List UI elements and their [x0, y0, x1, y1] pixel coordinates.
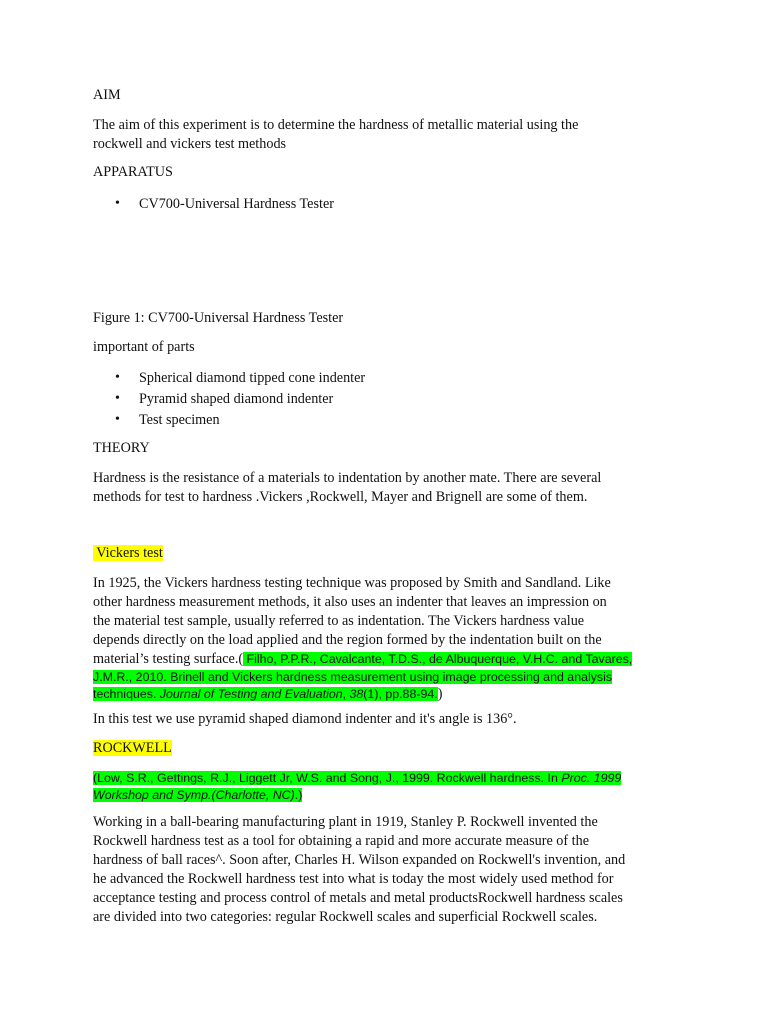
- vickers-citation-line-3: [93, 686, 663, 703]
- vickers-line-4: depends directly on the load applied and the region formed by the indentation built on the: [93, 632, 602, 648]
- list-item: • Pyramid shaped diamond indenter: [93, 389, 365, 410]
- vickers-citation-techniques: techniques.: [93, 687, 160, 701]
- parts-heading: important of parts: [93, 339, 195, 355]
- rockwell-citation-line-2: [93, 787, 663, 804]
- vickers-line-1: In 1925, the Vickers hardness testing technique was proposed by Smith and Sandland. Like: [93, 575, 611, 591]
- rockwell-heading: [93, 740, 172, 757]
- rockwell-citation-part-2: [93, 788, 302, 802]
- rockwell-line-2: Rockwell hardness test as a tool for obtaining a rapid and more accurate measure of the: [93, 833, 589, 849]
- list-item: • Test specimen: [93, 410, 365, 431]
- aim-paragraph: [93, 116, 663, 154]
- rockwell-citation-authors: (Low, S.R., Gettings, R.J., Liggett Jr, W.S. and Song, J., 1999. Rockwell hardness. In: [93, 771, 562, 785]
- theory-paragraph: [93, 469, 663, 507]
- vickers-citation-line-2: [93, 669, 663, 686]
- rockwell-paragraph: [93, 813, 663, 927]
- apparatus-list: [93, 194, 334, 215]
- parts-list: [93, 368, 365, 430]
- vickers-citation-volume: 38: [349, 687, 364, 701]
- vickers-citation-part-2: J.M.R., 2010. Brinell and Vickers hardness measurement using image processing and analysis: [93, 670, 613, 684]
- rockwell-citation-proc: Proc. 1999: [561, 771, 622, 785]
- rockwell-citation-line-1: [93, 770, 663, 787]
- aim-heading: AIM: [93, 87, 121, 103]
- vickers-heading-text: Vickers test: [93, 545, 163, 561]
- vickers-citation-comma: ,: [342, 687, 350, 701]
- vickers-line-5-text: material’s testing surface.(: [93, 651, 244, 667]
- vickers-citation-journal: Journal of Testing and Evaluation: [159, 687, 343, 701]
- theory-line-1: Hardness is the resistance of a materials to indentation by another mate. There are several: [93, 470, 602, 486]
- rockwell-line-3: hardness of ball races^. Soon after, Charles H. Wilson expanded on Rockwell's invention, and: [93, 852, 626, 868]
- apparatus-heading: APPARATUS: [93, 164, 173, 180]
- rockwell-citation-part-1: [93, 771, 621, 785]
- theory-line-2: methods for test to hardness .Vickers ,Rockwell, Mayer and Brignell are some of them.: [93, 489, 588, 505]
- vickers-line-3: the material test sample, usually referred to as indentation. The Vickers hardness value: [93, 613, 585, 629]
- vickers-line-2: other hardness measurement methods, it also uses an indenter that leaves an impression on: [93, 594, 607, 610]
- rockwell-line-5: acceptance testing and process control of metals and metal productsRockwell hardness scales: [93, 890, 623, 906]
- vickers-citation-pages: (1), pp.88-94.: [363, 687, 438, 701]
- rockwell-line-4: he advanced the Rockwell hardness test into what is today the most widely used method for: [93, 871, 614, 887]
- vickers-heading: [93, 545, 163, 562]
- rockwell-heading-text: ROCKWELL: [93, 740, 172, 756]
- aim-line-2: rockwell and vickers test methods: [93, 136, 287, 152]
- rockwell-line-1: Working in a ball-bearing manufacturing plant in 1919, Stanley P. Rockwell invented the: [93, 814, 598, 830]
- aim-line-1: The aim of this experiment is to determine the hardness of metallic material using the: [93, 117, 579, 133]
- rockwell-line-6: are divided into two categories: regular Rockwell scales and superficial Rockwell scales.: [93, 909, 598, 925]
- rockwell-citation-end: .): [294, 788, 303, 802]
- figure-caption: Figure 1: CV700-Universal Hardness Tester: [93, 310, 344, 326]
- list-item: • Spherical diamond tipped cone indenter: [93, 368, 365, 389]
- vickers-paragraph: [93, 574, 663, 703]
- vickers-line-5: [93, 650, 663, 669]
- vickers-citation-close: ): [437, 686, 443, 702]
- vickers-citation-part-3: [93, 687, 438, 701]
- rockwell-citation: [93, 770, 663, 804]
- vickers-angle-note: In this test we use pyramid shaped diamond indenter and it's angle is 136°.: [93, 711, 517, 727]
- theory-heading: THEORY: [93, 440, 150, 456]
- rockwell-citation-workshop: Workshop and Symp.(Charlotte, NC): [93, 788, 295, 802]
- list-item: • CV700-Universal Hardness Tester: [93, 194, 334, 215]
- vickers-citation-part-1: Filho, P.P.R., Cavalcante, T.D.S., de Albuquerque, V.H.C. and Tavares,: [243, 652, 633, 666]
